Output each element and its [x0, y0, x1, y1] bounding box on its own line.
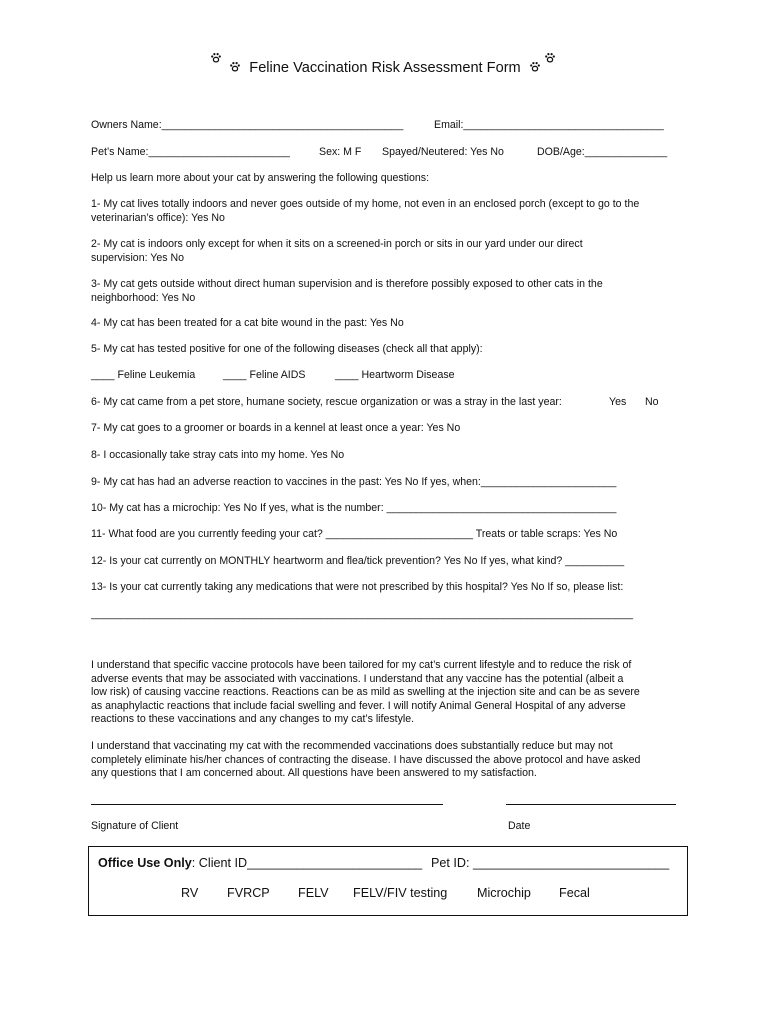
pet-id-field[interactable]: Pet ID: ____________________________: [431, 856, 670, 870]
office-use-row: [98, 856, 422, 870]
consent-line: reactions to these vaccinations and any changes to my cat’s lifestyle.: [91, 713, 415, 726]
form-title-row: [0, 60, 770, 76]
spayed-neutered-field[interactable]: Spayed/Neutered: Yes No: [382, 146, 504, 158]
office-item-felv-fiv-testing[interactable]: FELV/FIV testing: [353, 886, 448, 900]
office-item-fvrcp[interactable]: FVRCP: [227, 886, 270, 900]
pets-name-field[interactable]: Pet’s Name:________________________: [91, 146, 290, 158]
question-3-line: 3- My cat gets outside without direct human supervision and is therefore possibly exposed to other cats in the: [91, 278, 603, 290]
signature-line[interactable]: [91, 804, 443, 805]
question-5: 5- My cat has tested positive for one of the following diseases (check all that apply):: [91, 343, 483, 355]
intro-text: Help us learn more about your cat by answering the following questions:: [91, 172, 430, 184]
question-3-line: neighborhood: Yes No: [91, 291, 196, 304]
q5-option-heartworm[interactable]: ____ Heartworm Disease: [335, 369, 455, 381]
dob-row: [537, 146, 667, 160]
question-1[interactable]: [91, 198, 691, 225]
paw-print-icon: [229, 61, 241, 73]
pet-id-row: [431, 856, 669, 870]
email-row: [434, 119, 664, 133]
consent-line: as anaphylactic reactions that include facial swelling and fever. I will notify Animal General Hospital of any adverse: [91, 699, 626, 712]
question-6-no[interactable]: No: [645, 396, 659, 408]
question-9[interactable]: 9- My cat has had an adverse reaction to vaccines in the past: Yes No If yes, when:_______________________: [91, 476, 617, 488]
question-2-line: supervision: Yes No: [91, 251, 185, 264]
consent-paragraph-1: [91, 659, 691, 727]
date-label: Date: [508, 820, 531, 832]
question-2-line: 2- My cat is indoors only except for when it sits on a screened-in porch or sits in our yard under our direct: [91, 238, 583, 250]
dob-age-field[interactable]: DOB/Age:______________: [537, 146, 668, 158]
sex-row: [319, 146, 361, 160]
q5-option-feline-leukemia[interactable]: ____ Feline Leukemia: [91, 369, 196, 381]
question-4[interactable]: 4- My cat has been treated for a cat bite wound in the past: Yes No: [91, 317, 404, 329]
consent-line: completely eliminate his/her chances of contracting the disease. I have discussed the above protocol and have asked: [91, 753, 641, 766]
sex-field[interactable]: Sex: M F: [319, 146, 362, 158]
consent-line: adverse events that may be associated with vaccinations. I understand that any vaccine has the potential (albeit a: [91, 672, 624, 685]
question-1-line: veterinarian’s office): Yes No: [91, 211, 225, 224]
consent-line: I understand that specific vaccine protocols have been tailored for my cat’s current lifestyle and to reduce the risk of: [91, 659, 632, 671]
consent-line: low risk) of causing vaccine reactions. Reactions can be as mild as swelling at the injection site and can be as severe: [91, 686, 640, 699]
question-13[interactable]: 13- Is your cat currently taking any medications that were not prescribed by this hospital? Yes No If so, please list:: [91, 581, 624, 593]
question-12[interactable]: 12- Is your cat currently on MONTHLY heartworm and flea/tick prevention? Yes No If yes, what kind? __________: [91, 555, 625, 567]
q5-option-feline-aids[interactable]: ____ Feline AIDS: [223, 369, 306, 381]
consent-line: I understand that vaccinating my cat with the recommended vaccinations does substantially reduce but may not: [91, 740, 613, 752]
owner-row: [91, 119, 403, 133]
office-item-felv[interactable]: FELV: [298, 886, 329, 900]
question-11[interactable]: 11- What food are you currently feeding your cat? _________________________ Treats or table scraps: Yes No: [91, 528, 618, 540]
medications-list-field[interactable]: ____________________________________________________________________________________________: [91, 608, 634, 620]
question-3[interactable]: [91, 278, 691, 305]
pets-name-row: [91, 146, 290, 160]
question-6: 6- My cat came from a pet store, humane society, rescue organization or was a stray in the last year:: [91, 396, 562, 408]
question-2[interactable]: [91, 238, 691, 265]
question-10[interactable]: 10- My cat has a microchip: Yes No If yes, what is the number: _______________________________________: [91, 502, 617, 514]
form-title: Feline Vaccination Risk Assessment Form: [249, 60, 521, 76]
office-item-microchip[interactable]: Microchip: [477, 886, 531, 900]
question-6-yes[interactable]: Yes: [609, 396, 627, 408]
office-use-label: Office Use Only: [98, 856, 192, 870]
email-field[interactable]: Email:__________________________________: [434, 119, 664, 131]
office-item-rv[interactable]: RV: [181, 886, 199, 900]
date-line[interactable]: [506, 804, 676, 805]
consent-line: any questions that I am concerned about. All questions have been answered to my satisfaction.: [91, 767, 537, 780]
consent-paragraph-2: [91, 740, 691, 781]
office-item-fecal[interactable]: Fecal: [559, 886, 590, 900]
owners-name-field[interactable]: Owners Name:_________________________________________: [91, 119, 404, 131]
paw-print-icon: [529, 61, 541, 73]
client-id-field[interactable]: : Client ID_________________________: [191, 856, 423, 870]
question-1-line: 1- My cat lives totally indoors and never goes outside of my home, not even in an enclosed porch (except to go to the: [91, 198, 640, 210]
spayed-row: [382, 146, 504, 160]
question-8[interactable]: 8- I occasionally take stray cats into my home. Yes No: [91, 449, 345, 461]
signature-label: Signature of Client: [91, 820, 179, 832]
office-use-box: [88, 846, 688, 916]
question-7[interactable]: 7- My cat goes to a groomer or boards in a kennel at least once a year: Yes No: [91, 422, 461, 434]
